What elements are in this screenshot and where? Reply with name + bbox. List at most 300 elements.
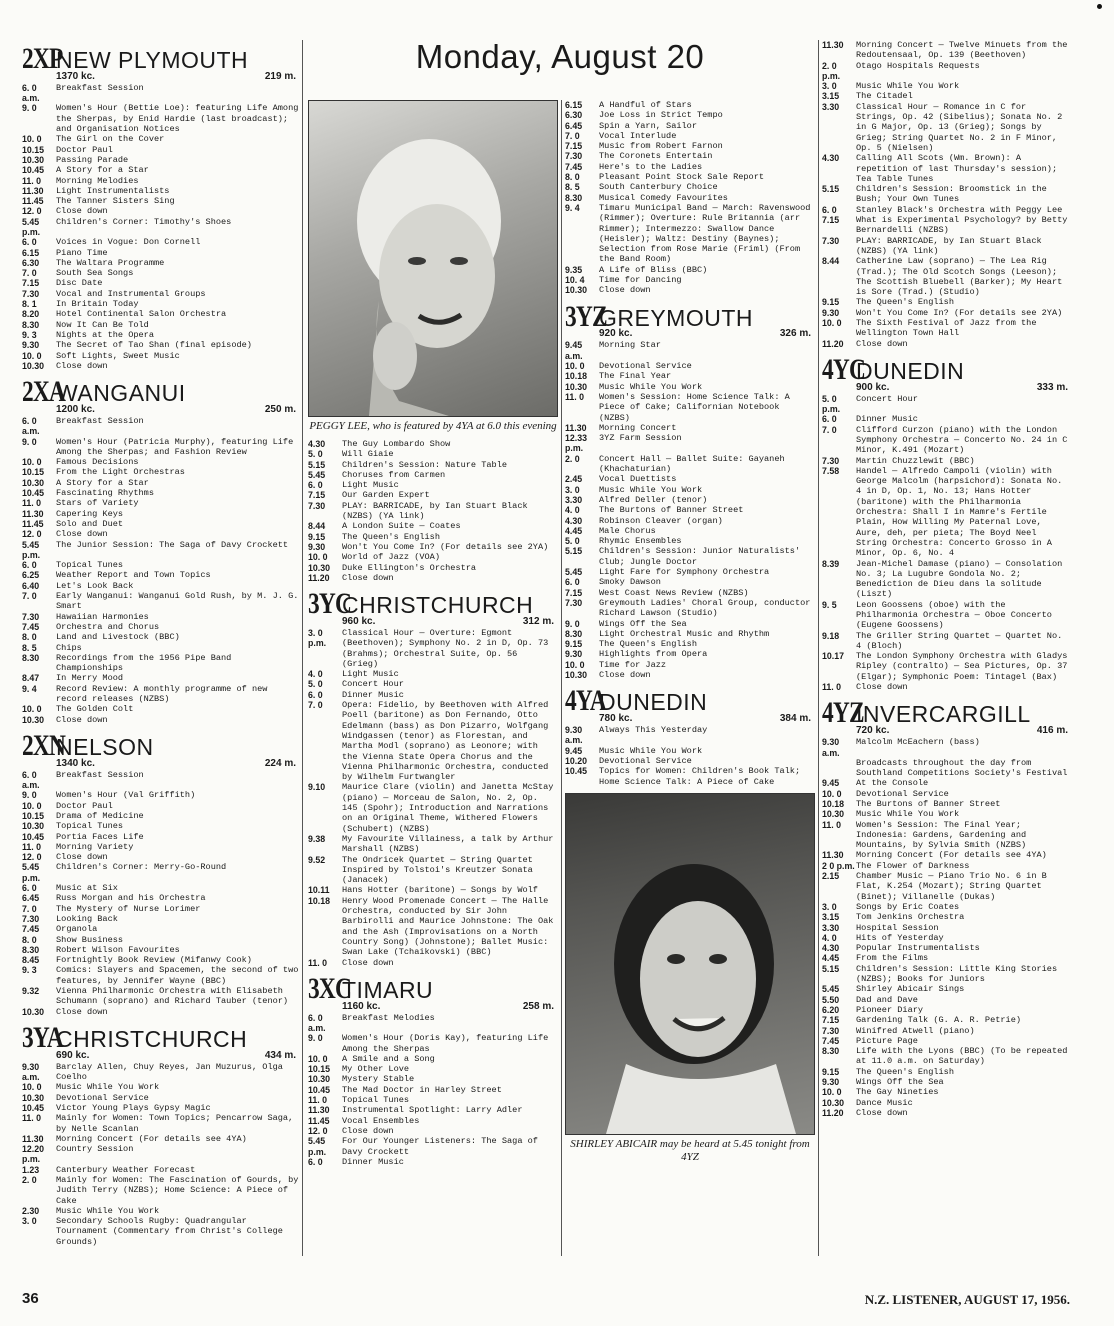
programme-title: The Golden Colt (56, 704, 134, 715)
programme-row (22, 176, 300, 186)
programme-title: The Gay Nineties (856, 1087, 939, 1098)
programme-time: 3.15 (822, 91, 840, 102)
programme-title: Close down (599, 285, 651, 296)
programme-title: Picture Page (856, 1035, 918, 1046)
programme-title: Women's Hour (Doris Kay), featuring Life Among the Sherpas (342, 1033, 549, 1054)
programme-title: The Junior Session: The Saga of Davy Crockett (56, 539, 289, 550)
station-city: DUNEDIN (599, 689, 708, 716)
station-kc: 920 kc. (599, 328, 633, 340)
programme-title: Close down (56, 1006, 108, 1017)
programme-title: Music While You Work (599, 381, 703, 392)
programme-title: Topical Tunes (56, 560, 124, 571)
programme-time: 4.30 (308, 439, 326, 449)
programme-row (22, 622, 300, 632)
programme-row (22, 1103, 300, 1113)
programme-row (308, 1033, 558, 1054)
station-block (22, 377, 300, 725)
station-block (22, 1020, 300, 1247)
programme-time: 1.23 (22, 1164, 40, 1175)
programme-time: 4.45 (822, 953, 840, 964)
programme-title: Choruses from Carmen (342, 469, 446, 480)
programme-time: 8.39 (822, 558, 840, 569)
programme-title: Show Business (56, 934, 124, 945)
programme-title: Vocal Interlude (599, 130, 677, 141)
programme-row (308, 521, 558, 531)
programme-time: 5. 0 (565, 536, 580, 547)
programme-time: 6.30 (565, 110, 583, 121)
station-frequency (599, 714, 815, 724)
programme-row (22, 155, 300, 165)
programme-title: The Guy Lombardo Show (342, 439, 451, 449)
programme-time: 10.30 (22, 477, 45, 488)
programme-time: 6. 0 (308, 1156, 323, 1167)
programme-row (22, 591, 300, 612)
programme-title: Alfred Deller (tenor) (599, 494, 708, 505)
page-title: Monday, August 20 (415, 38, 705, 75)
programme-row (22, 893, 300, 903)
programme-time: 2.30 (22, 1205, 40, 1216)
programme-row (22, 832, 300, 842)
station-call-sign: 2XA (22, 375, 66, 409)
programme-time: 10.30 (565, 381, 588, 392)
programme-time: 6.15 (565, 100, 583, 110)
programme-title: The Griller String Quartet — Quartet No. 4 (Bloch) (856, 630, 1063, 651)
programme-time: 2.45 (565, 474, 583, 485)
programme-row (22, 457, 300, 467)
programme-title: Morning Concert — Twelve Minuets from the Redoutensaal, Op. 139 (Beethoven) (856, 40, 1068, 61)
station-header (308, 589, 558, 627)
programme-row (22, 821, 300, 831)
station-city: DUNEDIN (856, 357, 965, 384)
programme-time: 10.18 (822, 798, 845, 809)
programme-row (565, 193, 815, 203)
programme-title: Children's Session: Nature Table (342, 459, 508, 470)
programme-time: 8. 0 (22, 632, 37, 643)
programme-title: PLAY: BARRICADE, by Ian Stuart Black (NZBS) (YA link) (856, 235, 1042, 256)
programme-title: The Burtons of Banner Street (856, 798, 1001, 809)
programme-time: 9.30 a.m. (22, 1061, 40, 1083)
programme-title: South Sea Songs (56, 268, 134, 279)
programme-row (308, 1054, 558, 1064)
programme-title: Robert Wilson Favourites (56, 944, 180, 955)
programme-row (308, 1157, 558, 1167)
programme-title: Classical Hour — Overture: Egmont (Beethoven); Symphony No. 2 in D, Op. 73 (Brahms); Orchestral Suite, Op. 56 (Grieg) (342, 628, 549, 669)
programme-row (22, 258, 300, 268)
programme-time: 9.15 (822, 1066, 840, 1077)
station-wavelength: 384 m. (779, 713, 811, 725)
programme-title: A Handful of Stars (599, 100, 692, 110)
programme-title: 3YZ Farm Session (599, 433, 682, 444)
programme-row (308, 855, 558, 886)
programme-time: 7.30 (565, 151, 583, 162)
programme-title: Victor Young Plays Gypsy Magic (56, 1102, 211, 1113)
programme-row (22, 330, 300, 340)
programme-row (308, 690, 558, 700)
programme-title: Children's Session: Little King Stories (NZBS); Books for Juniors (856, 963, 1058, 985)
programme-row (308, 896, 558, 958)
programme-row (308, 885, 558, 895)
programme-row (822, 1077, 1072, 1087)
programme-row (22, 278, 300, 288)
programme-title: My Other Love (342, 1064, 410, 1075)
programme-row (565, 639, 815, 649)
programme-row (565, 536, 815, 546)
programme-time: 10.30 (22, 1092, 45, 1103)
programme-title: Breakfast Session (56, 769, 144, 780)
station-title (56, 733, 300, 769)
programme-title: Dinner Music (342, 1156, 404, 1167)
programme-title: The Queen's English (856, 1066, 954, 1077)
column-3 (565, 100, 815, 1170)
programme-title: Children's Corner: Timothy's Shoes (56, 216, 232, 227)
programme-title: Music While You Work (856, 81, 960, 92)
programme-row (22, 309, 300, 319)
programme-row (822, 600, 1072, 631)
programme-title: Music While You Work (856, 809, 960, 820)
programme-time: 10.30 (308, 1074, 331, 1085)
programme-title: Dance Music (856, 1097, 913, 1108)
station-call-sign: 2XN (22, 728, 66, 762)
programme-title: Nights at the Opera (56, 329, 154, 340)
station-frequency (342, 1002, 558, 1012)
programme-title: Morning Concert (For details see 4YA) (856, 850, 1047, 861)
programme-row (22, 1175, 300, 1206)
programme-row (22, 883, 300, 893)
programme-time: 6.15 (22, 247, 40, 258)
programme-time: 5. 0 (308, 679, 323, 690)
programme-title: Joe Loss in Strict Tempo (599, 110, 723, 121)
photo-caption: PEGGY LEE, who is featured by 4YA at 6.0 this evening (309, 420, 557, 432)
programme-row (22, 237, 300, 247)
programme-row (22, 467, 300, 477)
programme-time: 10.15 (22, 144, 45, 155)
station-city: WANGANUI (56, 380, 186, 407)
programme-row (22, 509, 300, 519)
station-city: CHRISTCHURCH (342, 592, 534, 619)
programme-time: 10. 0 (565, 361, 585, 372)
programme-row (822, 995, 1072, 1005)
programme-row (565, 172, 815, 182)
photo-peggy-lee (308, 100, 558, 417)
station-call-sign: 3XC (308, 971, 352, 1005)
programme-title: At the Console (856, 778, 929, 789)
programme-title: Women's Hour (Val Griffith) (56, 790, 196, 801)
programme-title: Morning Star (599, 340, 661, 351)
programme-time: 7. 0 (22, 903, 37, 914)
programme-title: Won't You Come In? (For details see 2YA) (342, 541, 549, 552)
station-title (56, 1025, 300, 1061)
programme-time: 5. 0 (308, 449, 323, 460)
programme-title: Robinson Cleaver (organ) (599, 515, 723, 526)
programme-row (822, 1015, 1072, 1025)
programme-row (565, 382, 815, 392)
programme-row (565, 371, 815, 381)
programme-row (822, 651, 1072, 682)
station-kc: 960 kc. (342, 616, 376, 627)
programme-time: 10. 0 (565, 659, 585, 670)
programme-title: Orchestra and Chorus (56, 621, 160, 632)
programme-title: Light Music (342, 480, 399, 491)
programme-time: 9.30 a.m. (822, 737, 840, 758)
station-city: CHRISTCHURCH (56, 1025, 248, 1052)
programme-row (565, 110, 815, 120)
programme-title: Close down (856, 338, 908, 349)
programme-time: 12.33 p.m. (565, 433, 588, 454)
programme-row (22, 904, 300, 914)
programme-row (822, 256, 1072, 297)
programme-time: 10. 0 (822, 318, 842, 329)
programme-title: Pleasant Point Stock Sale Report (599, 172, 765, 183)
programme-title: Dinner Music (342, 689, 404, 700)
programme-title: Topics for Women: Children's Book Talk; Home Science Talk: A Piece of Cake (599, 766, 801, 787)
station-header (22, 377, 300, 415)
programme-row (565, 131, 815, 141)
programme-row (565, 151, 815, 161)
programme-row (22, 478, 300, 488)
programme-row (308, 1064, 558, 1074)
programme-time: 5.45 (308, 469, 326, 480)
programme-row (565, 162, 815, 172)
programme-row (822, 820, 1072, 851)
programme-time: 10. 0 (22, 704, 42, 715)
programme-time: 10.45 (22, 488, 45, 499)
programme-row (22, 612, 300, 622)
programme-title: Let's Look Back (56, 580, 134, 591)
programme-title: Russ Morgan and his Orchestra (56, 893, 206, 904)
programme-title: Wings Off the Sea (599, 618, 687, 629)
programme-title: Children's Session: Broomstick in the Bush; Your Own Tunes (856, 184, 1047, 205)
programme-row (822, 308, 1072, 318)
station-frequency (56, 405, 300, 415)
programme-title: A Story for a Star (56, 477, 149, 488)
programme-row (308, 1116, 558, 1126)
programme-row (22, 519, 300, 529)
programme-title: Morning Concert (599, 422, 677, 433)
programme-time: 12. 0 (22, 529, 42, 540)
programme-row (22, 1206, 300, 1216)
programme-title: Life with the Lyons (BBC) (To be repeated at 11.0 a.m. on Saturday) (856, 1046, 1068, 1067)
programme-time: 8.30 (22, 652, 40, 663)
programme-title: Popular Instrumentalists (856, 943, 980, 954)
programme-title: Hans Hotter (baritone) — Songs by Wolf (342, 885, 538, 896)
programme-row (822, 631, 1072, 652)
programme-title: Women's Session: The Final Year; Indonesia: Gardens, Gardening and Mountains, by Sylvia Smith (NZBS) (856, 819, 1027, 851)
programme-row (22, 217, 300, 238)
programme-row (565, 433, 815, 454)
programme-time: 5.15 (822, 963, 840, 974)
programme-row (822, 394, 1072, 415)
programme-time: 11. 0 (22, 841, 42, 852)
programme-title: A London Suite — Coates (342, 521, 461, 532)
programme-row (565, 629, 815, 639)
programme-title: Wings Off the Sea (856, 1077, 944, 1087)
programme-row (22, 1134, 300, 1144)
programme-time: 10.20 (565, 756, 588, 767)
programme-title: Chips (56, 642, 82, 653)
station-block (565, 299, 815, 681)
programme-time: 9. 4 (565, 202, 580, 213)
programme-time: 4. 0 (308, 669, 323, 680)
programme-title: Jean-Michel Damase (piano) — Consolation No. 3; La Lugubre Gondola No. 2; Benediction de Dieu dans la solitude (Liszt) (856, 558, 1063, 600)
programme-time: 10.45 (22, 165, 45, 176)
programme-time: 8.45 (22, 955, 40, 966)
programme-title: Close down (856, 1107, 908, 1118)
programme-title: The London Symphony Orchestra with Gladys Ripley (contralto) — Sea Pictures, Op. 37 (Elgar); Symphonic Poem: Tintagel (Bax) (856, 651, 1068, 682)
station-frequency (56, 1051, 300, 1061)
programme-title: Light Fare for Symphony Orchestra (599, 567, 770, 578)
programme-time: 4.30 (565, 515, 583, 526)
station-frequency (56, 759, 300, 769)
programme-title: Voices in Vogue: Don Cornell (56, 237, 201, 248)
programme-title: Spin a Yarn, Sailor (599, 120, 697, 131)
station-call-sign: 3YZ (565, 299, 607, 333)
programme-row (22, 852, 300, 862)
programme-time: 11.30 (22, 1133, 44, 1144)
programme-title: Close down (599, 669, 651, 680)
programme-row (822, 456, 1072, 466)
station-title (599, 304, 815, 340)
programme-title: The Sixth Festival of Jazz from the Wellington Town Hall (856, 318, 1037, 339)
programme-title: Music While You Work (56, 1205, 160, 1216)
programme-time: 5.45 p.m. (22, 862, 41, 883)
programme-time: 9.15 (565, 639, 583, 650)
programme-row (822, 61, 1072, 82)
programme-time: 10.30 (308, 562, 331, 573)
programme-row (308, 480, 558, 490)
programme-time: 5.15 (565, 546, 583, 557)
programme-time: 6. 0 a.m. (22, 769, 40, 791)
programme-title: Portia Faces Life (56, 831, 144, 842)
programme-time: 5.45 (822, 984, 840, 995)
programme-title: Close down (56, 714, 108, 725)
programme-row (565, 423, 815, 433)
programme-time: 10. 0 (822, 788, 842, 799)
programme-time: 6.45 (565, 120, 583, 131)
programme-title: Shirley Abicair Sings (856, 984, 965, 995)
programme-title: Here's to the Ladies (599, 161, 703, 172)
programme-title: Barclay Allen, Chuy Reyes, Jan Muzurus, Olga Coelho (56, 1061, 283, 1083)
programme-title: Will Giaie (342, 449, 394, 460)
programme-title: Highlights from Opera (599, 649, 708, 660)
programme-title: From the Light Orchestras (56, 467, 185, 478)
programme-time: 7.15 (565, 141, 583, 152)
programme-time: 5.45 p.m. (22, 216, 41, 237)
station-frequency (56, 72, 300, 82)
programme-time: 7. 0 (565, 130, 580, 141)
programme-title: Winifred Atwell (piano) (856, 1025, 975, 1036)
programme-row (822, 215, 1072, 236)
programme-time: 6. 0 (22, 237, 37, 248)
programme-row (822, 861, 1072, 871)
programme-row (822, 1108, 1072, 1118)
programme-row (308, 470, 558, 480)
programme-row (22, 673, 300, 683)
programme-time: 9.30 (22, 340, 40, 351)
programme-time: 2 0 p.m. (822, 860, 855, 871)
programme-title: Vocal and Instrumental Groups (56, 288, 206, 299)
programme-title: For Our Younger Listeners: The Saga of Davy Crockett (342, 1136, 538, 1157)
programme-row (308, 573, 558, 583)
column-2 (308, 100, 558, 1167)
programme-row (22, 186, 300, 196)
programme-time: 10. 0 (308, 1053, 328, 1064)
programme-row (308, 1136, 558, 1157)
programme-time: 7. 0 (22, 591, 37, 602)
programme-row (822, 339, 1072, 349)
programme-row (22, 103, 300, 134)
programme-title: Mainly for Women: The Fascination of Gourds, by Judith Terry (NZBS); Home Science: A Piece of Cake (56, 1174, 299, 1206)
programme-time: 3. 0 (822, 901, 837, 912)
programme-row (822, 1026, 1072, 1036)
programme-row (22, 643, 300, 653)
programme-row (22, 289, 300, 299)
programme-title: Drama of Medicine (56, 810, 144, 821)
programme-title: Always This Yesterday (599, 725, 708, 736)
station-kc: 690 kc. (56, 1049, 90, 1061)
station-block (822, 352, 1072, 693)
station-city: GREYMOUTH (599, 304, 753, 331)
programme-title: Otago Hospitals Requests (856, 60, 980, 71)
programme-time: 9. 3 (22, 329, 37, 340)
programme-row (22, 83, 300, 104)
programme-time: 9.45 a.m. (565, 340, 583, 361)
programme-time: 6. 0 (565, 577, 580, 588)
programme-title: From the Films (856, 953, 929, 964)
station-header (565, 299, 815, 340)
programme-time: 10.30 (565, 669, 588, 680)
programme-row (308, 1126, 558, 1136)
programme-row (22, 1216, 300, 1247)
station-call-sign: 4YA (565, 684, 607, 718)
programme-title: Maurice Clare (violin) and Janetta McStay (piano) — Morceau de Salon, No. 2, Op. 145 (Spohr); Introduction and Narrations on an Original Theme, Withered Flowers (Schubert) (NZBS) (342, 782, 554, 834)
programme-row (565, 275, 815, 285)
photo-caption: SHIRLEY ABICAIR may be heard at 5.45 tonight from 4YZ (570, 1137, 810, 1163)
programme-row (22, 801, 300, 811)
programme-row (822, 682, 1072, 692)
programme-time: 12. 0 (308, 1125, 328, 1136)
programme-title: Classical Hour — Romance in C for Strings, Op. 42 (Sibelius); Sonata No. 2 in G Major, Op. 13 (Grieg); Songs by Grieg; String Quartet No. 2 in F Minor, Op. 5 (Nielsen) (856, 101, 1063, 153)
programme-time: 7.45 (565, 161, 583, 172)
programme-title: Close down (56, 206, 108, 217)
programme-row (22, 770, 300, 791)
programme-time: 4.30 (822, 153, 840, 164)
station-kc: 1160 kc. (342, 1000, 381, 1012)
programme-title: Malcolm McEachern (bass) (856, 737, 980, 748)
programme-time: 10.45 (308, 1084, 331, 1095)
programme-row (565, 454, 815, 475)
programme-row (822, 102, 1072, 153)
programme-title: Women's Hour (Bettie Loe): featuring Life Among the Sherpas, by Enid Hardie (last broadcast); and Organisation Notices (56, 103, 299, 135)
station-city: NELSON (56, 733, 154, 760)
programme-title: Catherine Law (soprano) — The Lea Rig (Trad.); The Old Scotch Songs (Leeson); The Scottish Bluebell (Barker); My Heart is Sore (Trad.) (Studio) (856, 256, 1063, 298)
programme-time: 11.45 (22, 196, 44, 207)
programme-row (565, 121, 815, 131)
programme-row (22, 1062, 300, 1083)
programme-time: 10.45 (565, 766, 588, 777)
station-wavelength: 219 m. (264, 70, 296, 82)
programme-row (822, 81, 1072, 91)
station-block (308, 971, 558, 1167)
programme-time: 4.30 (822, 943, 840, 954)
programme-row (308, 782, 558, 833)
programme-time: 7.30 (308, 500, 326, 511)
programme-title: In Merry Mood (56, 673, 124, 684)
programme-time: 5. 0 p.m. (822, 393, 841, 415)
programme-row (22, 498, 300, 508)
programme-title: Gardening Talk (G. A. R. Petrie) (856, 1015, 1022, 1026)
programme-title: The Queen's English (599, 639, 697, 650)
programme-row (22, 811, 300, 821)
